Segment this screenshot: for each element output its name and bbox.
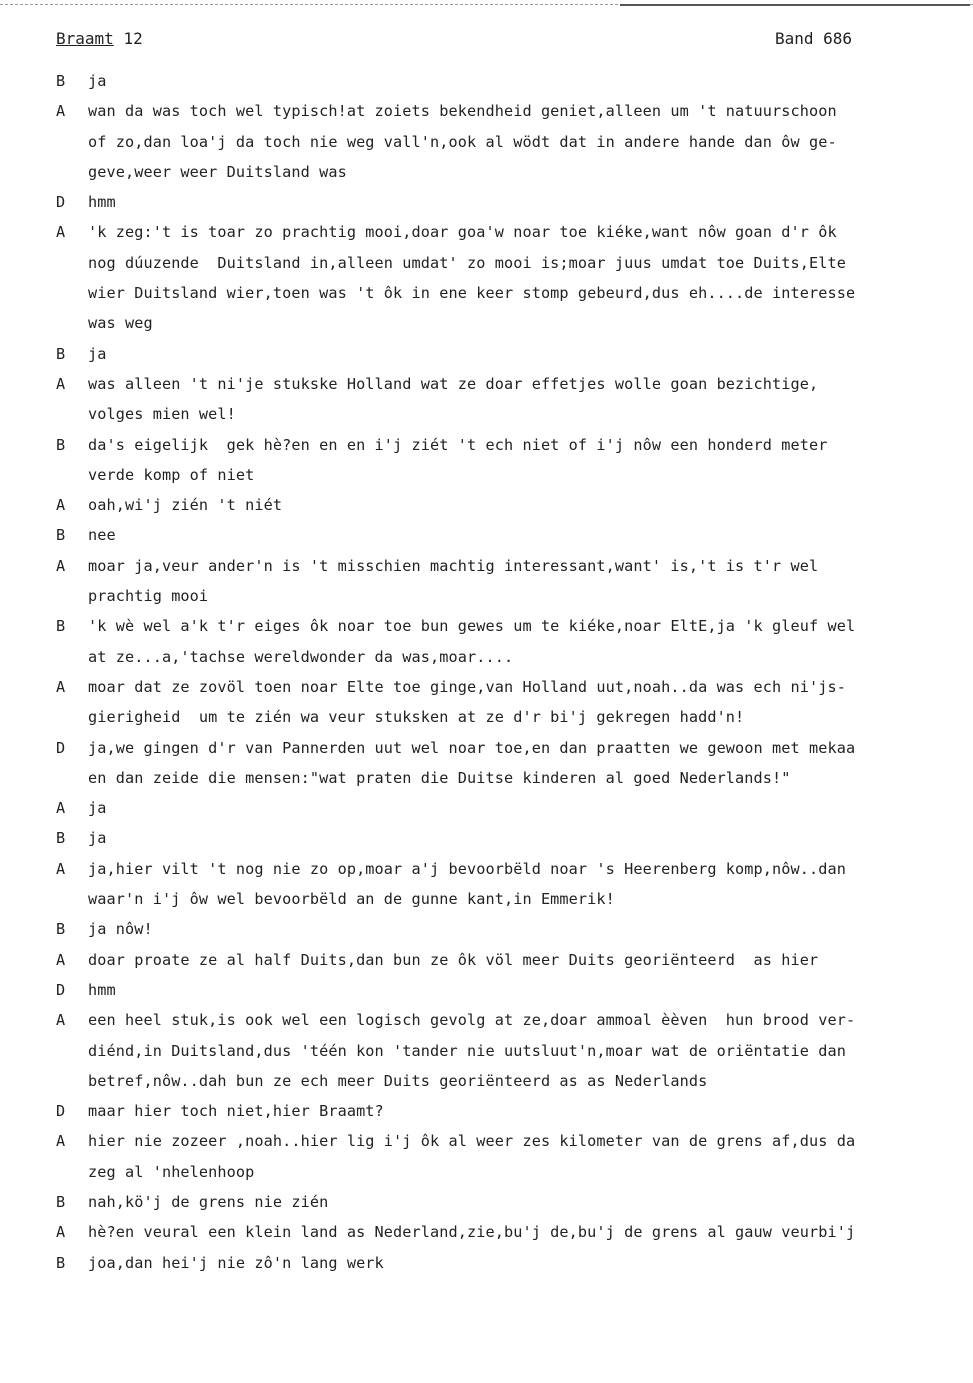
utterance: [88, 1217, 968, 1247]
utterance: [88, 1187, 968, 1217]
header-page-number: 12: [123, 29, 143, 48]
utterance-line: prachtig mooi: [88, 587, 209, 606]
speaker-label: B: [56, 344, 66, 363]
utterance-line: at ze...a,'tachse wereldwonder da was,moar....: [88, 647, 514, 666]
utterance-line: was weg: [88, 314, 153, 333]
utterance: [88, 945, 968, 975]
utterance: [88, 823, 968, 853]
utterance-line: volges mien wel!: [88, 405, 236, 424]
utterance-line: ja nôw!: [88, 920, 153, 939]
transcript-turn: [56, 520, 968, 550]
utterance-line: hè?en veural een klein land as Nederland,zie,bu'j de,bu'j de grens al gauw veurbi'j: [88, 1223, 856, 1242]
utterance-line: hmm: [88, 193, 116, 212]
utterance-line: zeg al 'nhelenhoop: [88, 1162, 255, 1181]
utterance-line: geve,weer weer Duitsland was: [88, 162, 347, 181]
utterance: [88, 1248, 968, 1278]
transcript-turn: [56, 975, 968, 1005]
speaker-label: D: [56, 738, 66, 757]
transcript-turn: [56, 96, 968, 187]
utterance: [88, 672, 968, 733]
speaker-label: A: [56, 556, 66, 575]
speaker-label: A: [56, 1223, 66, 1242]
utterance-line: waar'n i'j ôw wel bevoorbëld an de gunne kant,in Emmerik!: [88, 890, 615, 909]
transcript-turn: [56, 1005, 968, 1096]
utterance-line: 'k wè wel a'k t'r eiges ôk noar toe bun gewes um te kiéke,noar EltE,ja 'k gleuf wel: [88, 617, 856, 636]
speaker-label: D: [56, 1102, 66, 1121]
utterance: [88, 975, 968, 1005]
utterance-line: ja: [88, 344, 107, 363]
utterance: [88, 217, 968, 338]
transcript-turn: [56, 369, 968, 430]
transcript-turn: [56, 611, 968, 672]
transcript-turn: [56, 854, 968, 915]
transcript-turn: [56, 945, 968, 975]
transcript-turn: [56, 339, 968, 369]
utterance-line: moar dat ze zovöl toen noar Elte toe ginge,van Holland uut,noah..da was ech ni'js-: [88, 677, 846, 696]
speaker-label: B: [56, 435, 66, 454]
utterance: [88, 66, 968, 96]
transcript-turn: [56, 551, 968, 612]
top-scan-rule-solid: [620, 4, 970, 6]
page-header: [56, 27, 856, 51]
speaker-label: A: [56, 496, 66, 515]
header-place: Braamt: [56, 29, 114, 48]
utterance: [88, 551, 968, 612]
utterance-line: hmm: [88, 980, 116, 999]
utterance: [88, 1126, 968, 1187]
utterance-line: oah,wi'j zién 't niét: [88, 496, 283, 515]
utterance-line: hier nie zozeer ,noah..hier lig i'j ôk al weer zes kilometer van de grens af,dus da: [88, 1132, 856, 1151]
utterance: [88, 733, 968, 794]
utterance-line: ja: [88, 72, 107, 90]
transcript-turn: [56, 672, 968, 733]
speaker-label: B: [56, 617, 66, 636]
transcript-turn: [56, 1217, 968, 1247]
utterance-line: betref,nôw..dah bun ze ech meer Duits georiënteerd as as Nederlands: [88, 1071, 708, 1090]
speaker-label: A: [56, 950, 66, 969]
speaker-label: D: [56, 193, 66, 212]
utterance: [88, 96, 968, 187]
transcript: [56, 66, 968, 1278]
transcript-turn: [56, 430, 968, 491]
utterance-line: ja: [88, 829, 107, 848]
utterance-line: wier Duitsland wier,toen was 't ôk in ene keer stomp gebeurd,dus eh....de interesse: [88, 284, 856, 303]
header-location: [56, 27, 143, 51]
speaker-label: A: [56, 374, 66, 393]
transcript-turn: [56, 217, 968, 338]
speaker-label: A: [56, 1011, 66, 1030]
transcript-turn: [56, 490, 968, 520]
transcript-turn: [56, 823, 968, 853]
speaker-label: A: [56, 102, 66, 121]
utterance: [88, 490, 968, 520]
utterance: [88, 1005, 968, 1096]
utterance-line: wan da was toch wel typisch!at zoiets bekendheid geniet,alleen um 't natuurschoon: [88, 102, 837, 121]
utterance: [88, 187, 968, 217]
utterance-line: verde komp of niet: [88, 465, 255, 484]
utterance-line: nah,kö'j de grens nie zién: [88, 1192, 329, 1211]
transcript-turn: [56, 1248, 968, 1278]
transcript-turn: [56, 733, 968, 794]
utterance-line: joa,dan hei'j nie zô'n lang werk: [88, 1253, 384, 1272]
speaker-label: A: [56, 1132, 66, 1151]
utterance-line: nog dúuzende Duitsland in,alleen umdat' zo mooi is;moar juus umdat toe Duits,Elte: [88, 253, 846, 272]
speaker-label: A: [56, 223, 66, 242]
speaker-label: A: [56, 677, 66, 696]
utterance-line: doar proate ze al half Duits,dan bun ze ôk völ meer Duits georiënteerd as hier: [88, 950, 819, 969]
utterance-line: da's eigelijk gek hè?en en en i'j ziét 't ech niet of i'j nôw een honderd meter: [88, 435, 828, 454]
utterance-line: nee: [88, 526, 116, 545]
speaker-label: B: [56, 1253, 66, 1272]
speaker-label: A: [56, 859, 66, 878]
header-tape: Band 686: [774, 29, 852, 48]
utterance: [88, 520, 968, 550]
utterance: [88, 914, 968, 944]
speaker-label: D: [56, 980, 66, 999]
speaker-label: B: [56, 526, 66, 545]
utterance-line: diénd,in Duitsland,dus 'téén kon 'tander nie uutsluut'n,moar wat de oriëntatie dan: [88, 1041, 846, 1060]
utterance-line: maar hier toch niet,hier Braamt?: [88, 1102, 384, 1121]
speaker-label: B: [56, 829, 66, 848]
transcript-turn: [56, 187, 968, 217]
transcript-turn: [56, 1126, 968, 1187]
utterance-line: 'k zeg:'t is toar zo prachtig mooi,doar goa'w noar toe kiéke,want nôw goan d'r ôk: [88, 223, 837, 242]
utterance-line: ja: [88, 799, 107, 818]
transcript-turn: [56, 914, 968, 944]
transcript-turn: [56, 66, 968, 96]
utterance: [88, 793, 968, 823]
utterance-line: of zo,dan loa'j da toch nie weg vall'n,ook al wödt dat in andere hande dan ôw ge-: [88, 132, 837, 151]
utterance-line: ja,we gingen d'r van Pannerden uut wel noar toe,en dan praatten we gewoon met mekaa: [88, 738, 856, 757]
speaker-label: B: [56, 920, 66, 939]
utterance: [88, 611, 968, 672]
transcript-turn: [56, 1187, 968, 1217]
utterance-line: moar ja,veur ander'n is 't misschien machtig interessant,want' is,'t is t'r wel: [88, 556, 819, 575]
utterance-line: gierigheid um te zién wa veur stuksken at ze d'r bi'j gekregen hadd'n!: [88, 708, 745, 727]
utterance-line: een heel stuk,is ook wel een logisch gevolg at ze,doar ammoal èèven hun brood ver-: [88, 1011, 856, 1030]
transcript-turn: [56, 793, 968, 823]
utterance: [88, 369, 968, 430]
utterance: [88, 854, 968, 915]
utterance: [88, 1096, 968, 1126]
utterance-line: was alleen 't ni'je stukske Holland wat ze doar effetjes wolle goan bezichtige,: [88, 374, 819, 393]
speaker-label: B: [56, 1192, 66, 1211]
speaker-label: A: [56, 799, 66, 818]
utterance-line: en dan zeide die mensen:"wat praten die Duitse kinderen al goed Nederlands!": [88, 768, 791, 787]
utterance-line: ja,hier vilt 't nog nie zo op,moar a'j bevoorbëld noar 's Heerenberg komp,nôw..dan: [88, 859, 846, 878]
speaker-label: B: [56, 72, 66, 90]
utterance: [88, 339, 968, 369]
utterance: [88, 430, 968, 491]
transcript-turn: [56, 1096, 968, 1126]
